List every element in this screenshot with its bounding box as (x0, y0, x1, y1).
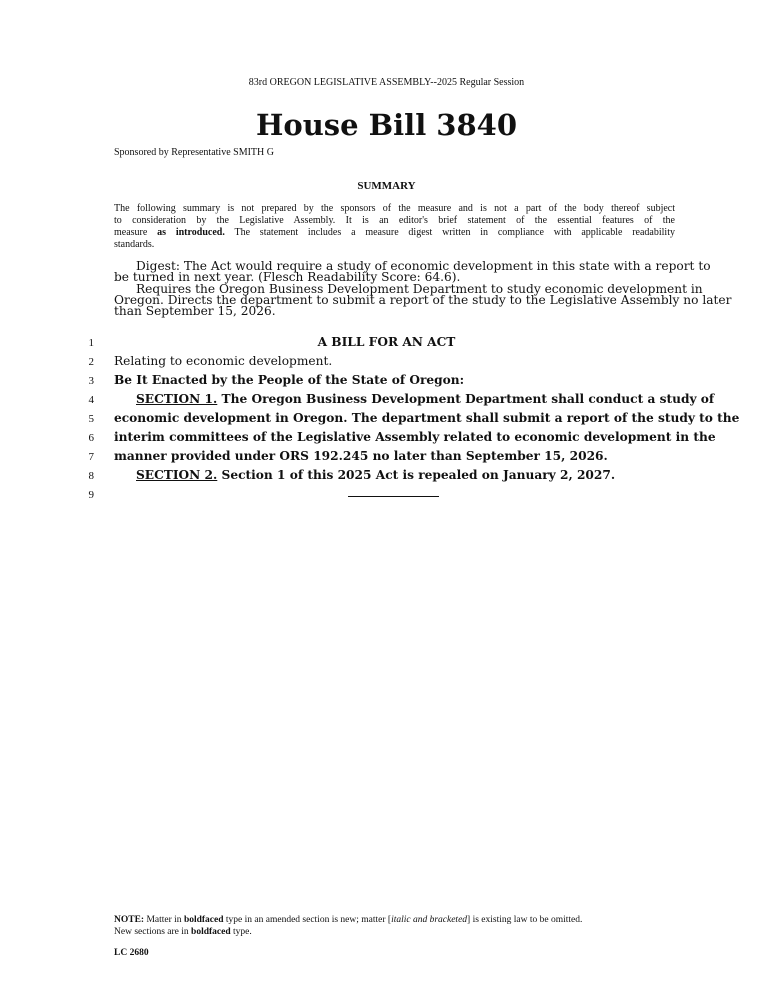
section-1-line: economic development in Oregon. The department shall submit a report of the study to the (114, 411, 740, 425)
bill-heading: A BILL FOR AN ACT (317, 335, 456, 349)
digest-line: Digest: The Act would require a study of economic development in this state with a report to (136, 259, 711, 273)
text: The Oregon Business Development Department shall conduct a study of (217, 392, 715, 406)
end-rule (348, 496, 439, 497)
digest-line: be turned in next year. (Flesch Readability Score: 64.6). (114, 270, 461, 284)
text: boldfaced (191, 927, 231, 937)
line-number: 6 (88, 432, 94, 444)
digest-line: Oregon. Directs the department to submit a report of the study to the Legislative Assembly no later (114, 293, 732, 307)
digest-line: than September 15, 2026. (114, 304, 276, 318)
text: The statement includes a measure digest written in compliance with applicable readability (224, 227, 675, 238)
relating-clause: Relating to economic development. (114, 354, 333, 368)
section-1-label: SECTION 1. (136, 392, 218, 406)
session-header: 83rd OREGON LEGISLATIVE ASSEMBLY--2025 Regular Session (248, 77, 525, 88)
section-2-line (136, 468, 615, 482)
enacting-clause: Be It Enacted by the People of the State of Oregon: (114, 373, 465, 387)
text: New sections are in (114, 927, 192, 937)
as-introduced: as introduced. (157, 227, 225, 238)
section-2-label: SECTION 2. (136, 468, 218, 482)
text: type. (230, 927, 252, 937)
summary-line: to consideration by the Legislative Assembly. It is an editor's brief statement of the essential features of the (114, 215, 675, 226)
section-1-line: interim committees of the Legislative Assembly related to economic development in the (114, 430, 716, 444)
text: ] is existing law to be omitted. (467, 915, 583, 925)
text: italic and bracketed (391, 915, 468, 925)
text: boldfaced (183, 915, 224, 925)
summary-line: The following summary is not prepared by the sponsors of the measure and is not a part of the body thereof subject (114, 203, 675, 214)
page-title: House Bill 3840 (255, 108, 518, 142)
summary-line: standards. (114, 239, 155, 250)
summary-heading: SUMMARY (357, 180, 416, 192)
summary-line (114, 227, 675, 238)
line-number: 8 (88, 470, 94, 482)
line-number: 4 (88, 394, 94, 406)
text: Matter in (144, 915, 184, 925)
text: measure (114, 227, 158, 238)
note-label: NOTE: (114, 915, 145, 925)
sponsor: Sponsored by Representative SMITH G (114, 147, 274, 158)
section-1-line (136, 392, 715, 406)
lc-number: LC 2680 (114, 948, 149, 958)
digest-line: Requires the Oregon Business Development Department to study economic development in (136, 282, 703, 296)
text: Section 1 of this 2025 Act is repealed on January 2, 2027. (217, 468, 616, 482)
note-line (114, 915, 582, 925)
text: type in an amended section is new; matter [ (223, 915, 392, 925)
note-line (114, 927, 252, 937)
line-number: 7 (88, 451, 94, 463)
section-1-line: manner provided under ORS 192.245 no later than September 15, 2026. (114, 449, 608, 463)
line-number: 3 (88, 375, 94, 387)
line-number: 2 (88, 356, 94, 368)
line-number: 9 (88, 489, 94, 501)
line-number: 5 (88, 413, 94, 425)
line-number: 1 (88, 337, 94, 349)
